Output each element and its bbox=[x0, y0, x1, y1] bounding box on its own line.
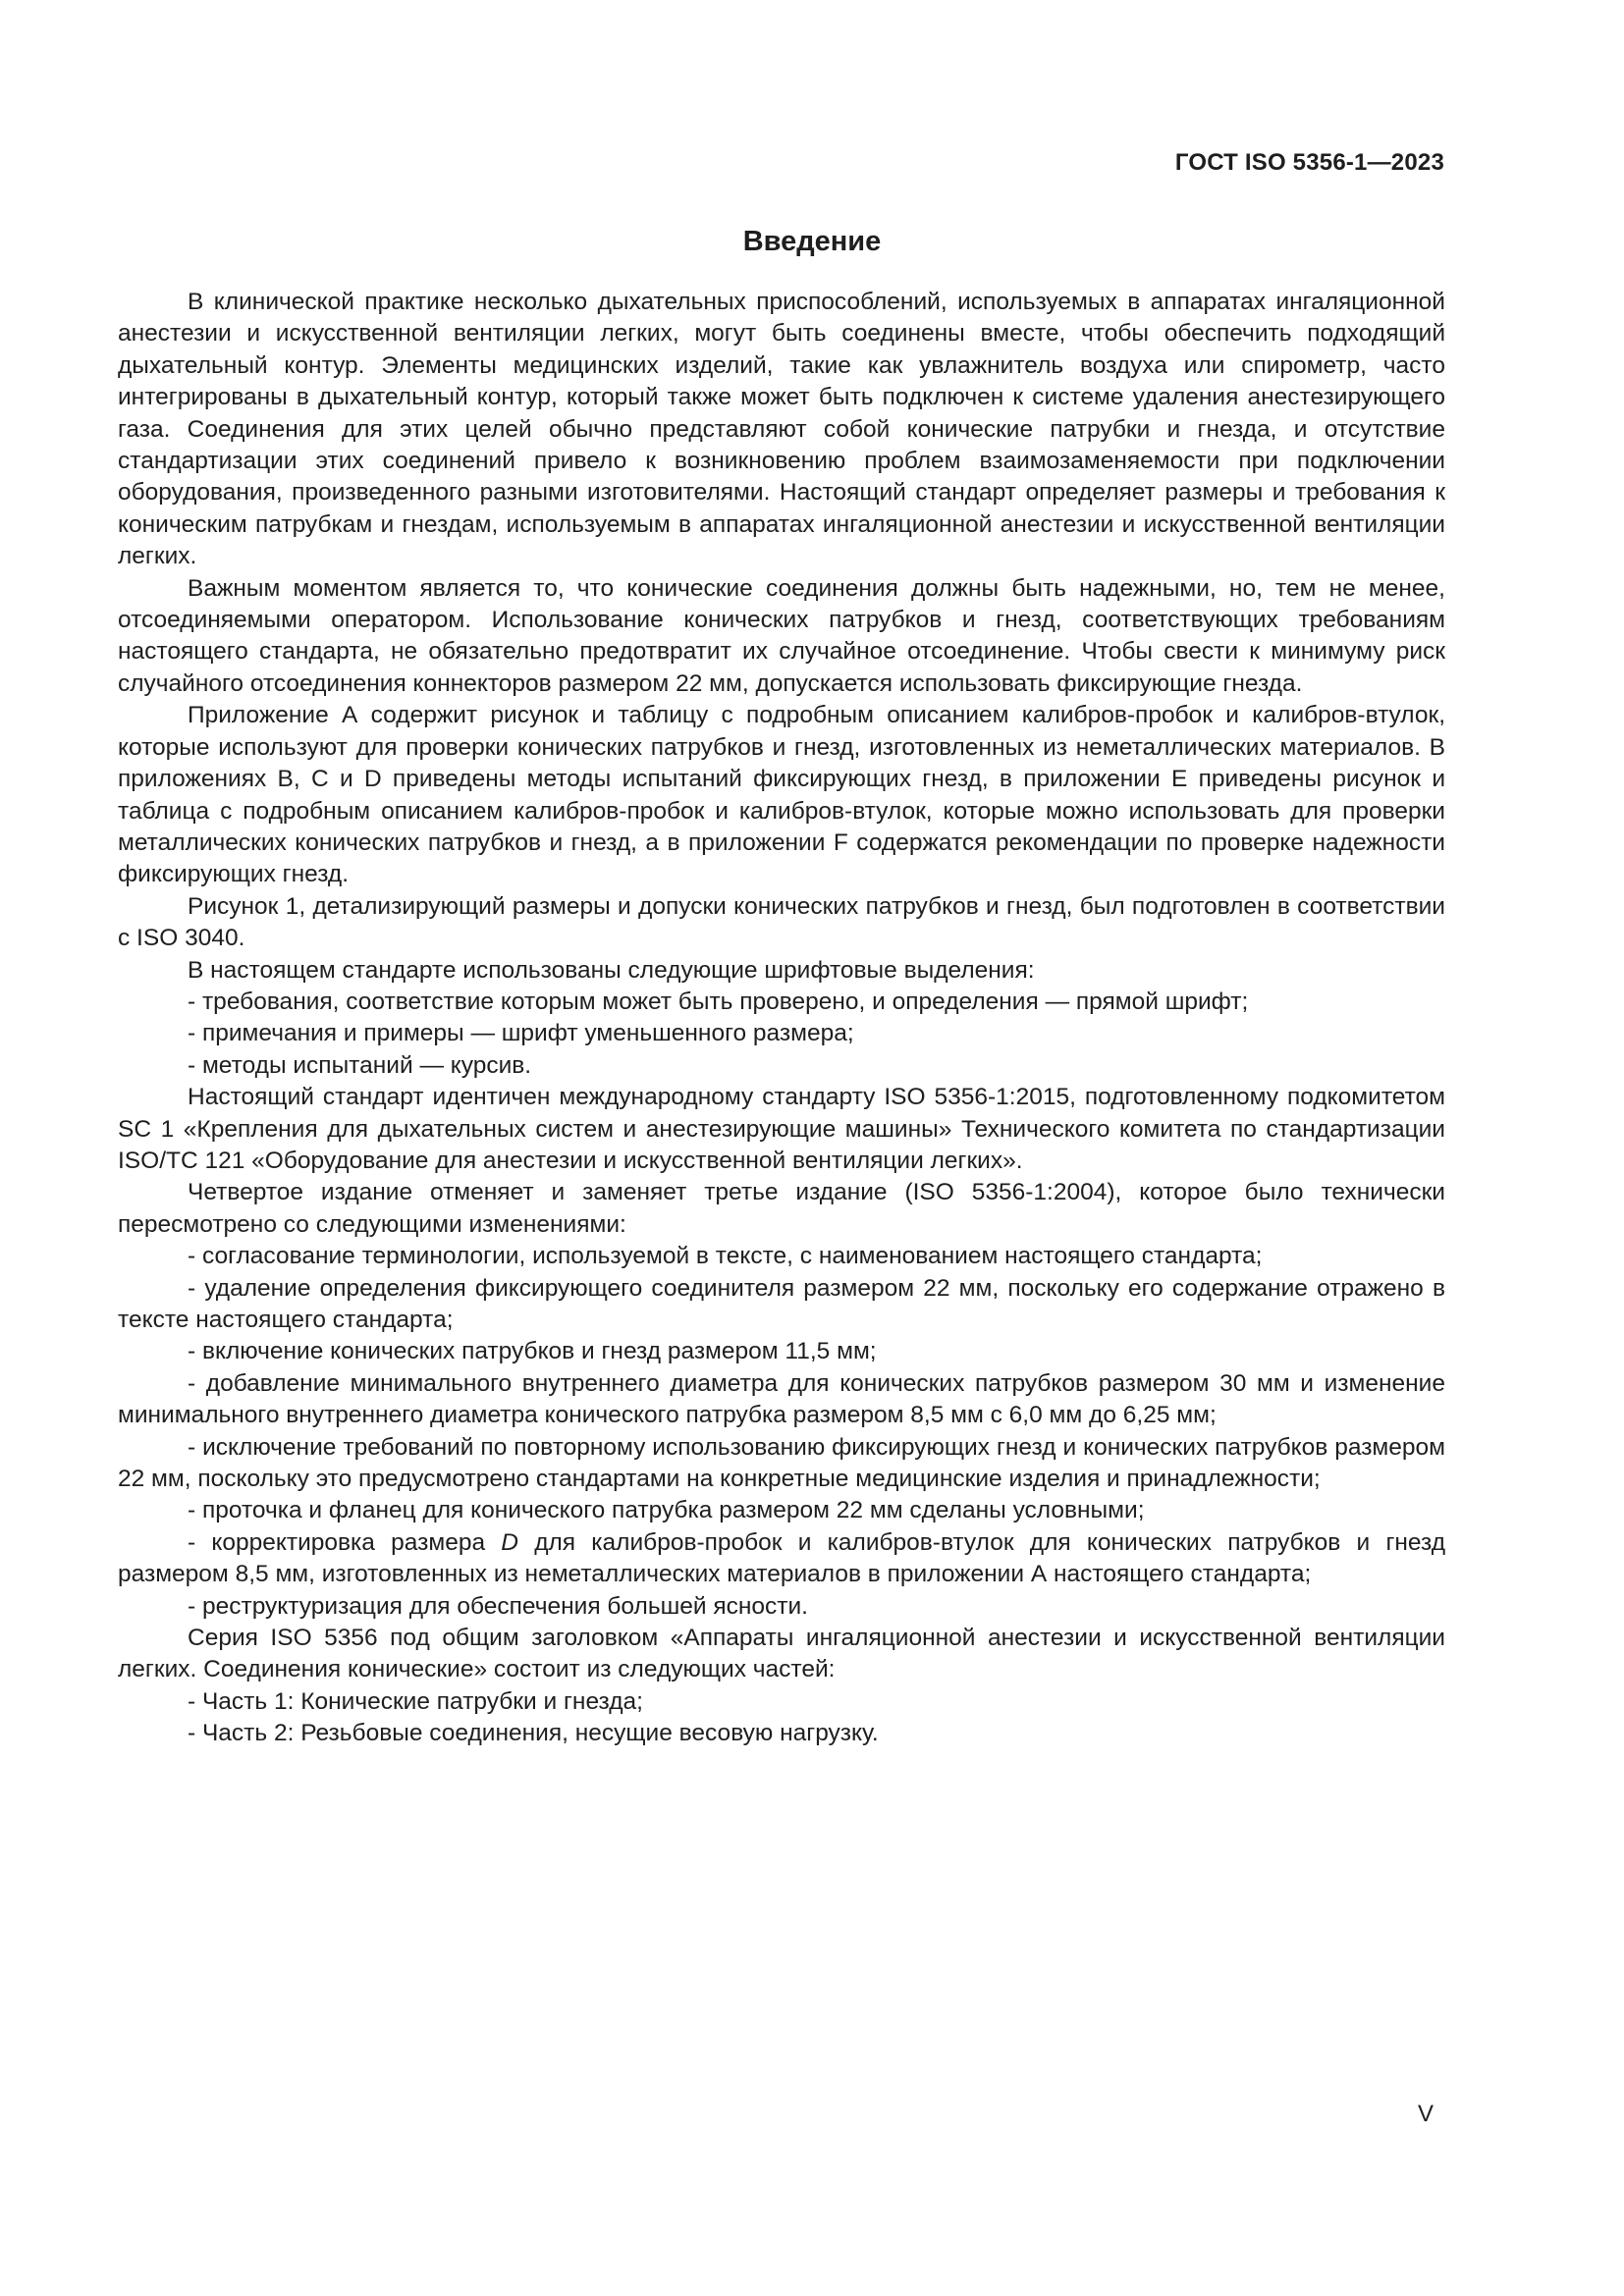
list-item: - проточка и фланец для конического патрубка размером 22 мм сделаны условными; bbox=[188, 1497, 1145, 1524]
paragraph: Четвертое издание отменяет и заменяет третье издание (ISO 5356-1:2004), которое было технически пересмотрено со следующими изменениями: bbox=[118, 1179, 1445, 1238]
paragraph: В настоящем стандарте использованы следующие шрифтовые выделения: bbox=[188, 956, 1035, 984]
section-body bbox=[118, 287, 1445, 1750]
paragraph: Важным моментом является то, что конические соединения должны быть надежными, но, тем не менее, отсоединяемыми оператором. Использование конических патрубков и гнезд, соответствующих требованиям настоящего стандарта, не обязательно предотвратит их случайное отсоединение. Чтобы свести к минимуму риск случайного отсоединения коннекторов размером 22 мм, допускается использовать фиксирующие гнезда. bbox=[118, 574, 1445, 697]
list-item: - Часть 1: Конические патрубки и гнезда; bbox=[188, 1687, 643, 1715]
paragraph: Приложение А содержит рисунок и таблицу с подробным описанием калибров-пробок и калибров-втулок, которые используют для проверки конических патрубков и гнезд, изготовленных из неметаллических материалов. В приложениях B, C и D приведены методы испытаний фиксирующих гнезд, в приложении E приведены рисунок и таблица с подробным описанием калибров-пробок и калибров-втулок, которые можно использовать для проверки металлических конических патрубков и гнезд, а в приложении F содержатся рекомендации по проверке надежности фиксирующих гнезд. bbox=[118, 702, 1445, 888]
list-item-text: для калибров-пробок и калибров-втулок для конических патрубков и гнезд размером 8,5 мм, изготовленных из неметаллических материалов в приложении А настоящего стандарта; bbox=[118, 1528, 1445, 1588]
page-number: V bbox=[1417, 2101, 1434, 2127]
list-item: - включение конических патрубков и гнезд размером 11,5 мм; bbox=[188, 1338, 877, 1365]
dimension-symbol: D bbox=[501, 1528, 518, 1556]
list-item bbox=[118, 1527, 1445, 1591]
paragraph: В клинической практике несколько дыхательных приспособлений, используемых в аппаратах ингаляционной анестезии и искусственной вентиляции легких, могут быть соединены вместе, чтобы обеспечить подходящий дыхательный контур. Элементы медицинских изделий, такие как увлажнитель воздуха или спирометр, часто интегрированы в дыхательный контур, который также может быть подключен к системе удаления анестезирующего газа. Соединения для этих целей обычно представляют собой конические патрубки и гнезда, и отсутствие стандартизации этих соединений привело к возникновению проблем взаимозаменяемости при подключении оборудования, произведенного разными изготовителями. Настоящий стандарт определяет размеры и требования к коническим патрубкам и гнездам, используемым в аппаратах ингаляционной анестезии и искусственной вентиляции легких. bbox=[118, 289, 1445, 570]
list-item: - Часть 2: Резьбовые соединения, несущие весовую нагрузку. bbox=[188, 1720, 879, 1747]
document-code: ГОСТ ISO 5356-1—2023 bbox=[1174, 149, 1444, 176]
list-item-text: - корректировка размера bbox=[188, 1528, 502, 1556]
list-item: - исключение требований по повторному использованию фиксирующих гнезд и конических патрубков размером 22 мм, поскольку это предусмотрено стандартами на конкретные медицинские изделия и принадлежности; bbox=[118, 1433, 1445, 1493]
list-item: - согласование терминологии, используемой в тексте, с наименованием настоящего стандарта; bbox=[188, 1243, 1263, 1270]
list-item: - реструктуризация для обеспечения большей ясности. bbox=[188, 1592, 808, 1620]
list-item: - требования, соответствие которым может быть проверено, и определения — прямой шрифт; bbox=[188, 988, 1249, 1015]
list-item: - методы испытаний — курсив. bbox=[188, 1051, 532, 1079]
paragraph: Серия ISO 5356 под общим заголовком «Аппараты ингаляционной анестезии и искусственной вентиляции легких. Соединения конические» состоит из следующих частей: bbox=[118, 1625, 1445, 1683]
list-item: - добавление минимального внутреннего диаметра для конических патрубков размером 30 мм и изменение минимального внутреннего диаметра конического патрубка размером 8,5 мм с 6,0 мм до 6,25 мм; bbox=[118, 1369, 1445, 1429]
paragraph: Настоящий стандарт идентичен международному стандарту ISO 5356-1:2015, подготовленному подкомитетом SC 1 «Крепления для дыхательных систем и анестезирующие машины» Технического комитета по стандартизации ISO/TC 121 «Оборудование для анестезии и искусственной вентиляции легких». bbox=[118, 1084, 1445, 1174]
list-item: - удаление определения фиксирующего соединителя размером 22 мм, поскольку его содержание отражено в тексте настоящего стандарта; bbox=[118, 1274, 1445, 1333]
section-title: Введение bbox=[742, 226, 882, 257]
paragraph: Рисунок 1, детализирующий размеры и допуски конических патрубков и гнезд, был подготовлен в соответствии с ISO 3040. bbox=[118, 892, 1445, 952]
list-item: - примечания и примеры — шрифт уменьшенного размера; bbox=[188, 1020, 854, 1047]
